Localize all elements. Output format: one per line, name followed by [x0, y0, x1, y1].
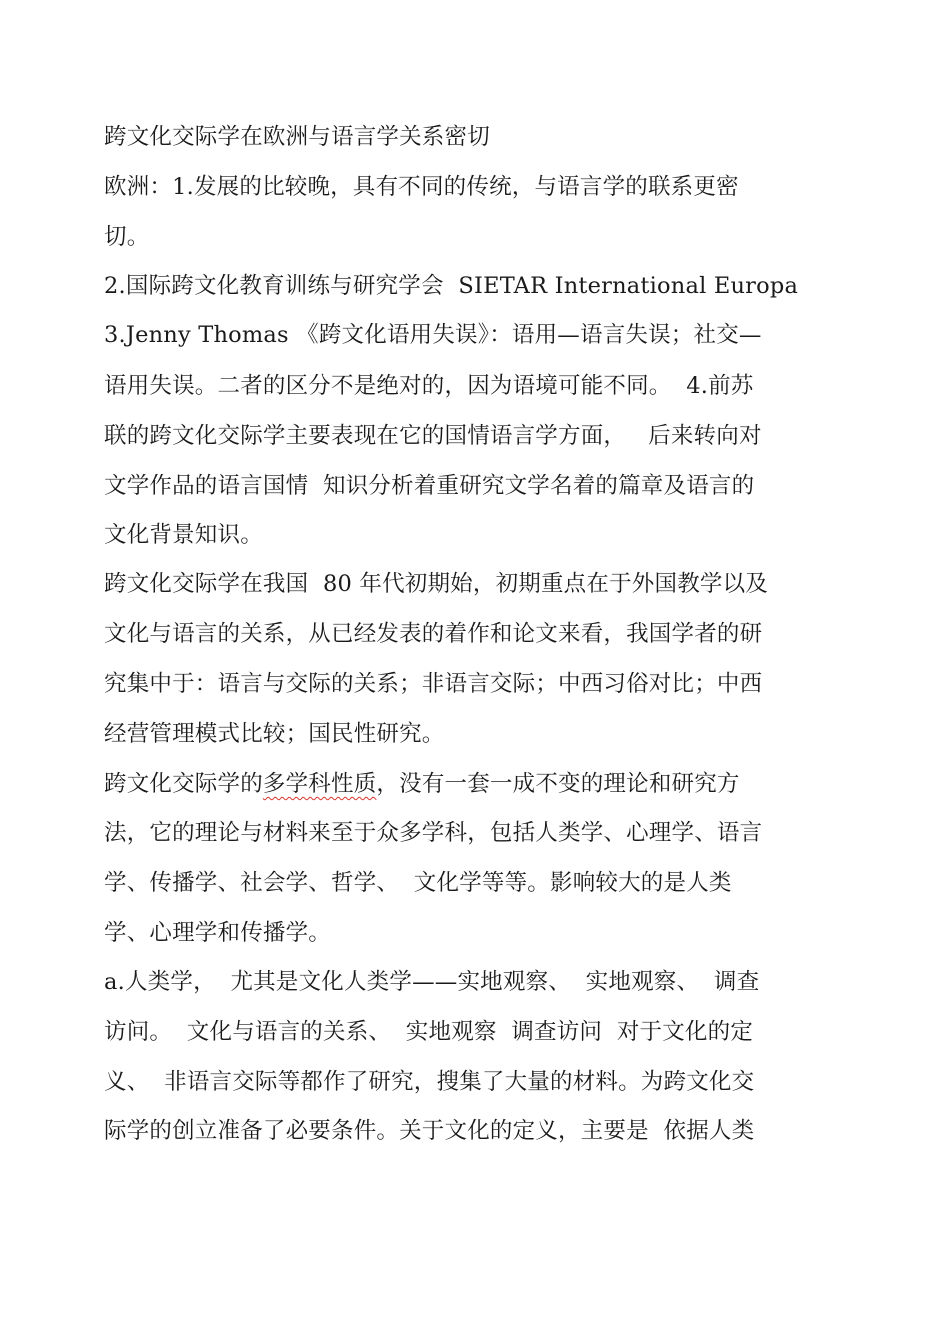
text-line-with-marked-term — [104, 764, 740, 804]
text-segment: 跨文化交际学的 — [104, 771, 263, 797]
text-line: 学、心理学和传播学。 — [104, 920, 332, 946]
text-line: 跨文化交际学在欧洲与语言学关系密切 — [104, 124, 490, 150]
text-line: 切。 — [104, 224, 150, 250]
text-line: 文化与语言的关系，从已经发表的着作和论文来看，我国学者的研 — [104, 621, 763, 647]
text-line: 3.Jenny Thomas 《跨文化语用失误》：语用—语言失误；社交— — [104, 322, 762, 348]
text-line: 文学作品的语言国情 知识分析着重研究文学名着的篇章及语言的 — [104, 473, 755, 499]
text-line: a.人类学， 尤其是文化人类学——实地观察、 实地观察、 调查 — [104, 969, 760, 995]
text-line: 义、 非语言交际等都作了研究，搜集了大量的材料。为跨文化交 — [104, 1069, 755, 1095]
text-line: 联的跨文化交际学主要表现在它的国情语言学方面， 后来转向对 — [104, 423, 762, 449]
text-line: 学、传播学、社会学、哲学、 文化学等等。影响较大的是人类 — [104, 870, 732, 896]
text-line: 访问。 文化与语言的关系、 实地观察 调查访问 对于文化的定 — [104, 1019, 754, 1045]
text-line: 经营管理模式比较；国民性研究。 — [104, 721, 445, 747]
text-line: 2.国际跨文化教育训练与研究学会 SIETAR International Europa — [104, 273, 799, 299]
text-segment: ，没有一套一成不变的理论和研究方 — [376, 771, 740, 797]
text-line: 语用失误。二者的区分不是绝对的，因为语境可能不同。 4.前苏 — [104, 373, 754, 399]
text-line: 跨文化交际学在我国 80 年代初期始，初期重点在于外国教学以及 — [104, 571, 768, 597]
spellcheck-marked-term: 多学科性质 — [262, 771, 377, 797]
text-line: 际学的创立准备了必要条件。关于文化的定义，主要是 依据人类 — [104, 1118, 755, 1144]
text-line: 欧洲：1.发展的比较晚，具有不同的传统，与语言学的联系更密 — [104, 174, 739, 200]
text-line: 法，它的理论与材料来至于众多学科，包括人类学、心理学、语言 — [104, 820, 763, 846]
text-line: 究集中于：语言与交际的关系；非语言交际；中西习俗对比；中西 — [104, 671, 763, 697]
text-line: 文化背景知识。 — [104, 522, 263, 548]
